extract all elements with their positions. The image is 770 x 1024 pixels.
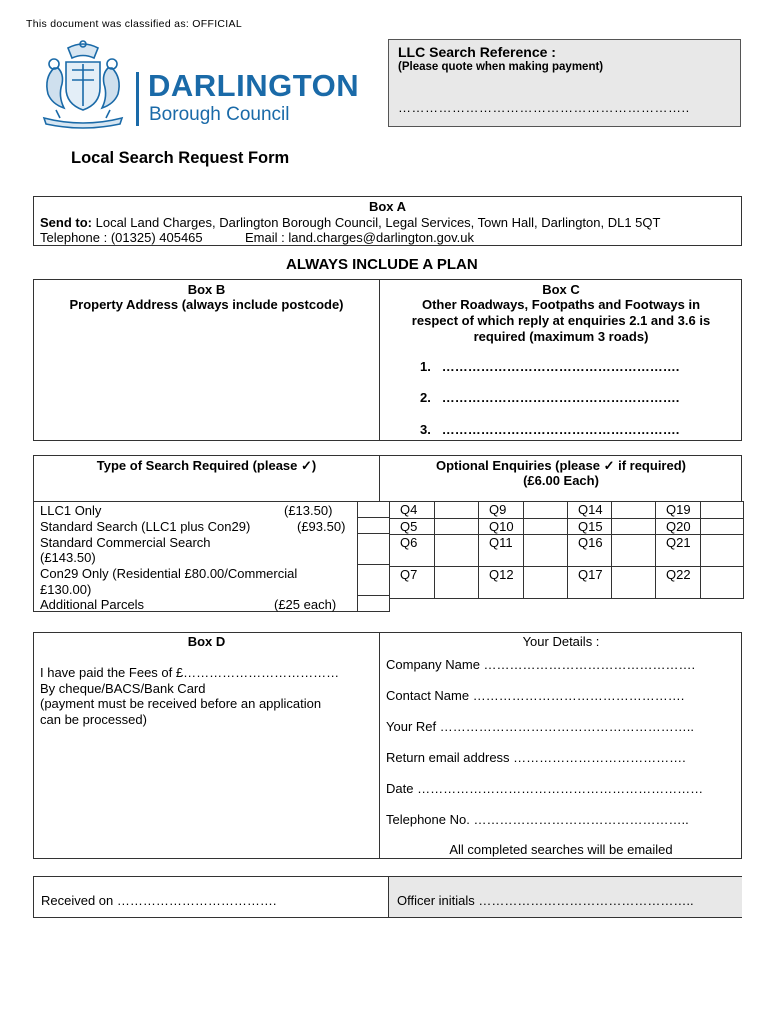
brand-name: DARLINGTON — [148, 68, 360, 103]
enquiry-tick-box[interactable] — [611, 518, 656, 535]
tick-box-parcels[interactable] — [357, 595, 390, 612]
enquiry-tick-box[interactable] — [523, 566, 568, 599]
office-use-row — [33, 876, 742, 918]
search-standard-price: (£93.50) — [297, 519, 346, 534]
enquiry-tick-box[interactable] — [700, 566, 744, 599]
box-d-divider — [379, 633, 380, 858]
search-type-heading: Type of Search Required (please ✓) — [96, 458, 317, 473]
box-a-send-line — [40, 215, 660, 230]
search-parcels-price: (£25 each) — [274, 597, 337, 612]
box-d-details — [33, 632, 742, 859]
road-2-number: 2. — [420, 390, 431, 405]
enquiry-tick-box[interactable] — [700, 534, 744, 567]
your-ref-field[interactable]: Your Ref ………………………………………………….. — [386, 719, 694, 734]
date-field[interactable]: Date ………………………………………………………… — [386, 781, 704, 796]
road-2[interactable] — [420, 390, 679, 405]
road-2-field: ………………………………………………. — [441, 390, 680, 405]
search-type-list — [33, 501, 358, 612]
enquiry-label: Q14 — [567, 501, 612, 519]
box-c-line2: respect of which reply at enquiries 2.1 and 3.6 is — [411, 313, 711, 328]
brand-divider — [136, 72, 139, 126]
box-a-heading: Box A — [368, 199, 407, 214]
road-3-number: 3. — [420, 422, 431, 437]
box-b-c — [33, 279, 742, 441]
box-b-heading: Box B — [187, 282, 226, 297]
enquiry-tick-box[interactable] — [700, 501, 744, 519]
enquiry-tick-box[interactable] — [434, 534, 479, 567]
crest-logo — [36, 38, 130, 130]
enquiry-tick-box[interactable] — [434, 566, 479, 599]
enquiry-label: Q21 — [655, 534, 701, 567]
search-parcels-label: Additional Parcels — [40, 597, 145, 612]
received-on-field[interactable]: Received on ………………………………. — [41, 893, 277, 908]
enquiry-tick-box[interactable] — [523, 518, 568, 535]
optional-heading: Optional Enquiries (please ✓ if required) — [436, 458, 686, 473]
tick-box-con29[interactable] — [357, 564, 390, 596]
road-3-field: ………………………………………………. — [441, 422, 680, 437]
payment-note-1: (payment must be received before an application — [40, 696, 322, 711]
enquiry-label: Q17 — [567, 566, 612, 599]
search-commercial-price: (£143.50) — [40, 550, 96, 565]
fees-paid-field[interactable]: I have paid the Fees of £……………………………… — [40, 665, 340, 680]
search-con29-price: £130.00) — [40, 582, 92, 597]
office-divider — [388, 877, 389, 917]
enquiry-label: Q7 — [389, 566, 435, 599]
payment-method: By cheque/BACS/Bank Card — [40, 681, 206, 696]
search-header-row — [33, 455, 742, 502]
box-b-label: Property Address (always include postcode) — [69, 297, 344, 312]
enquiry-label: Q19 — [655, 501, 701, 519]
enquiry-label: Q9 — [478, 501, 524, 519]
enquiry-tick-box[interactable] — [523, 501, 568, 519]
enquiry-label: Q16 — [567, 534, 612, 567]
enquiry-tick-box[interactable] — [611, 566, 656, 599]
box-a-email: Email : land.charges@darlington.gov.uk — [245, 230, 475, 245]
enquiry-tick-box[interactable] — [700, 518, 744, 535]
officer-initials-field[interactable]: Officer initials ………………………………………….. — [397, 893, 694, 908]
box-c-heading: Box C — [542, 282, 580, 297]
box-a-telephone: Telephone : (01325) 405465 — [40, 230, 203, 245]
classification-note: This document was classified as: OFFICIAL — [26, 18, 242, 30]
enquiry-label: Q22 — [655, 566, 701, 599]
enquiry-tick-box[interactable] — [523, 534, 568, 567]
optional-subheading: (£6.00 Each) — [523, 473, 599, 488]
telephone-field[interactable]: Telephone No. ………………………………………….. — [386, 812, 689, 827]
enquiry-label: Q5 — [389, 518, 435, 535]
search-llc1-label: LLC1 Only — [40, 503, 102, 518]
reference-title: LLC Search Reference : — [398, 44, 556, 60]
tick-box-commercial[interactable] — [357, 533, 390, 565]
enquiry-tick-box[interactable] — [434, 518, 479, 535]
enquiry-label: Q15 — [567, 518, 612, 535]
return-email-field[interactable]: Return email address …………………………………. — [386, 750, 686, 765]
send-to-address: Local Land Charges, Darlington Borough Council, Legal Services, Town Hall, Darlington, DL1 5QT — [92, 215, 661, 230]
enquiry-label: Q10 — [478, 518, 524, 535]
search-standard-label: Standard Search (LLC1 plus Con29) — [40, 519, 251, 534]
enquiry-tick-box[interactable] — [434, 501, 479, 519]
company-name-field[interactable]: Company Name …………………………………………. — [386, 657, 696, 672]
emailed-note: All completed searches will be emailed — [449, 842, 673, 857]
box-a — [33, 196, 742, 246]
tick-box-llc1[interactable] — [357, 501, 390, 518]
payment-note-2: can be processed) — [40, 712, 147, 727]
enquiry-tick-box[interactable] — [611, 501, 656, 519]
enquiry-label: Q20 — [655, 518, 701, 535]
enquiry-label: Q4 — [389, 501, 435, 519]
road-3[interactable] — [420, 422, 679, 437]
reference-note: (Please quote when making payment) — [398, 61, 604, 73]
details-heading: Your Details : — [522, 634, 600, 649]
enquiry-label: Q6 — [389, 534, 435, 567]
road-1-number: 1. — [420, 359, 431, 374]
contact-name-field[interactable]: Contact Name …………………………………………. — [386, 688, 685, 703]
box-d-heading: Box D — [187, 634, 226, 649]
road-1[interactable] — [420, 359, 679, 374]
enquiry-label: Q12 — [478, 566, 524, 599]
brand-subtitle: Borough Council — [149, 104, 290, 125]
box-c-line3: required (maximum 3 roads) — [473, 329, 649, 344]
search-llc1-price: (£13.50) — [284, 503, 333, 518]
search-con29-label: Con29 Only (Residential £80.00/Commercial — [40, 566, 298, 581]
enquiry-label: Q11 — [478, 534, 524, 567]
enquiry-tick-box[interactable] — [611, 534, 656, 567]
reference-box — [388, 39, 741, 127]
box-c-line1: Other Roadways, Footpaths and Footways in — [421, 297, 701, 312]
send-to-label: Send to: — [40, 215, 92, 230]
form-title: Local Search Request Form — [71, 149, 290, 167]
reference-field[interactable]: ……………………………………………………….. — [398, 100, 690, 115]
tick-box-standard[interactable] — [357, 517, 390, 534]
road-1-field: ………………………………………………. — [441, 359, 680, 374]
search-commercial-label: Standard Commercial Search — [40, 535, 211, 550]
plan-notice: ALWAYS INCLUDE A PLAN — [286, 256, 478, 273]
